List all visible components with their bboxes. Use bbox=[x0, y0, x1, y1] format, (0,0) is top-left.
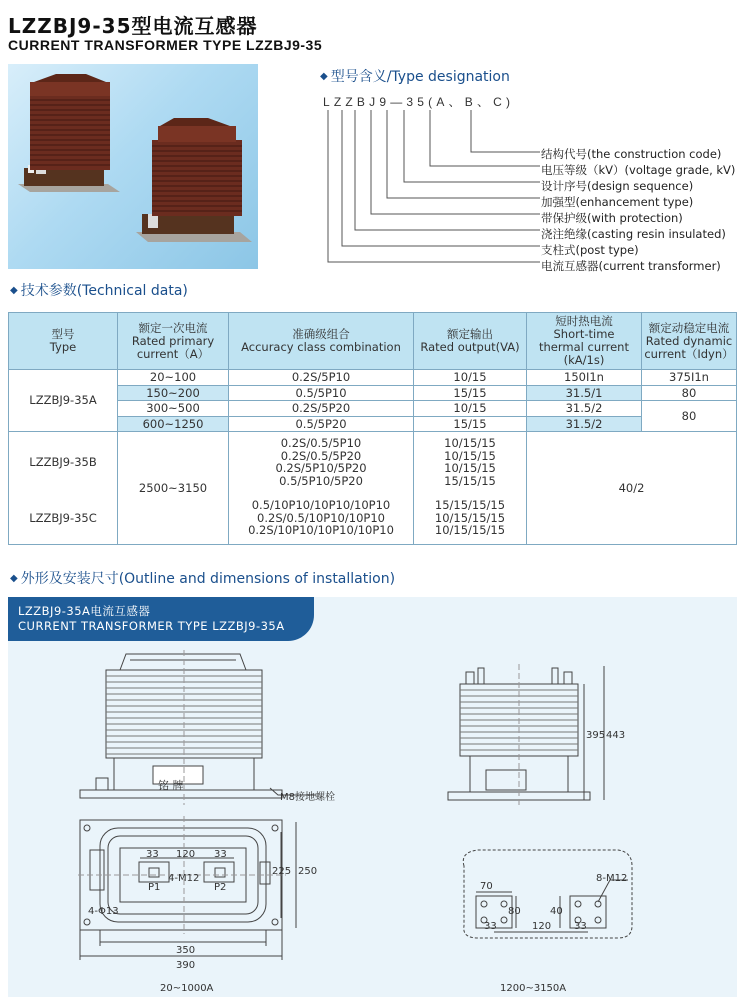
table-row bbox=[9, 432, 737, 493]
cell-current: 20~100 bbox=[118, 370, 229, 386]
cell-accuracy: 0.5/5P10 bbox=[229, 385, 414, 401]
cell-accuracy bbox=[229, 492, 414, 545]
dim-label: 4-Φ13 bbox=[88, 906, 119, 917]
dim-label: 443 bbox=[606, 730, 626, 741]
dim-label: 395 bbox=[586, 730, 606, 741]
front-view-left bbox=[80, 650, 316, 805]
outline-panel-title-cn: LZZBJ9-35A电流互感器 bbox=[18, 604, 151, 618]
cell-output bbox=[414, 492, 527, 545]
cell-output: 10/15 bbox=[414, 401, 527, 417]
accuracy-line: 0.2S/0.5/5P10 bbox=[280, 436, 362, 450]
cell-thermal: 150I1n bbox=[527, 370, 642, 386]
transformer-left bbox=[18, 74, 120, 192]
dim-label: 70 bbox=[480, 881, 493, 892]
accuracy-line: 0.5/10P10/10P10/10P10 bbox=[251, 498, 391, 513]
cell-accuracy bbox=[229, 432, 414, 493]
output-line: 10/15/15/15 bbox=[434, 523, 506, 538]
col-header-dynamic: 额定动稳定电流 Rated dynamic current（Idyn） bbox=[642, 313, 737, 370]
dim-label: 40 bbox=[550, 906, 563, 917]
cell-current: 300~500 bbox=[118, 401, 229, 417]
product-photo-drawing bbox=[8, 64, 258, 269]
cell-thermal-dynamic: 40/2 bbox=[527, 432, 737, 545]
cell-accuracy: 0.2S/5P10 bbox=[229, 370, 414, 386]
designation-item: 加强型(enhancement type) bbox=[541, 195, 694, 209]
accuracy-line: 0.2S/5P10/5P20 bbox=[275, 461, 367, 475]
cell-thermal: 31.5/1 bbox=[527, 385, 642, 401]
cell-dynamic: 80 bbox=[642, 385, 737, 401]
type-cell: LZZBJ9-35A bbox=[9, 370, 118, 432]
cell-dynamic: 375I1n bbox=[642, 370, 737, 386]
grounding-bolt-label: M8接地螺栓 bbox=[280, 792, 335, 803]
output-line: 10/15/15/15 bbox=[434, 510, 506, 525]
dim-label: 33 bbox=[574, 921, 587, 932]
cell-dynamic: 80 bbox=[642, 401, 737, 432]
cell-thermal: 31.5/2 bbox=[527, 401, 642, 417]
col-header-thermal: 短时热电流 Short-time thermal current (kA/1s) bbox=[527, 313, 642, 370]
front-view-right bbox=[448, 664, 604, 805]
dim-label: P1 bbox=[148, 882, 161, 893]
col-header-accuracy: 准确级组合 Accuracy class combination bbox=[229, 313, 414, 370]
table-row bbox=[9, 385, 737, 401]
cell-accuracy: 0.5/5P20 bbox=[229, 416, 414, 432]
output-line: 10/15/15 bbox=[444, 461, 496, 475]
accuracy-line: 0.5/5P10/5P20 bbox=[279, 473, 363, 488]
table-header-row bbox=[9, 313, 737, 370]
dim-label: 33 bbox=[484, 921, 497, 932]
technical-data-table bbox=[8, 312, 737, 545]
outline-panel-title-en: CURRENT TRANSFORMER TYPE LZZBJ9-35A bbox=[18, 619, 285, 633]
col-header-output: 额定输出 Rated output(VA) bbox=[414, 313, 527, 370]
output-line: 15/15/15/15 bbox=[434, 498, 506, 513]
product-photo bbox=[8, 64, 258, 269]
dim-label: 8-M12 bbox=[596, 873, 628, 884]
table-row bbox=[9, 401, 737, 417]
output-line: 15/15/15 bbox=[444, 473, 496, 488]
table-row bbox=[9, 416, 737, 432]
page-title-en: CURRENT TRANSFORMER TYPE LZZBJ9-35 bbox=[8, 37, 323, 53]
output-line: 10/15/15 bbox=[444, 448, 496, 463]
type-cell: LZZBJ9-35C bbox=[9, 492, 118, 545]
col-header-primary-current: 额定一次电流 Rated primary current（A） bbox=[118, 313, 229, 370]
cell-output: 15/15 bbox=[414, 385, 527, 401]
technical-data-heading: ◆ 技术参数(Technical data) bbox=[10, 283, 188, 299]
caption-right: 1200~3150A bbox=[500, 983, 567, 994]
cell-accuracy: 0.2S/5P20 bbox=[229, 401, 414, 417]
designation-item: 电流互感器(current transformer) bbox=[541, 259, 721, 273]
dim-label: 390 bbox=[176, 960, 196, 971]
output-line: 10/15/15 bbox=[444, 436, 496, 450]
col-header-type: 型号 Type bbox=[9, 313, 118, 370]
dim-label: 33 bbox=[214, 849, 227, 860]
cell-output: 15/15 bbox=[414, 416, 527, 432]
dim-label: 350 bbox=[176, 945, 196, 956]
page-title-cn: LZZBJ9-35型电流互感器 bbox=[8, 14, 258, 38]
accuracy-line: 0.2S/0.5/10P10/10P10 bbox=[257, 510, 385, 525]
type-cell: LZZBJ9-35B bbox=[9, 432, 118, 493]
plan-view-left bbox=[78, 816, 296, 960]
designation-leader-lines bbox=[320, 108, 542, 268]
table-row bbox=[9, 370, 737, 386]
cell-output bbox=[414, 432, 527, 493]
designation-item: 电压等级（kV）(voltage grade, kV) bbox=[541, 163, 736, 177]
outline-drawing bbox=[8, 640, 737, 997]
dim-label: 250 bbox=[298, 866, 318, 877]
designation-item: 设计序号(design sequence) bbox=[541, 179, 694, 193]
accuracy-line: 0.2S/10P10/10P10/10P10 bbox=[248, 523, 394, 538]
designation-item: 结构代号(the construction code) bbox=[541, 147, 722, 161]
designation-item: 带保护级(with protection) bbox=[541, 211, 683, 225]
cell-thermal: 31.5/2 bbox=[527, 416, 642, 432]
dim-label: 80 bbox=[508, 906, 521, 917]
cell-current: 150~200 bbox=[118, 385, 229, 401]
cell-current: 600~1250 bbox=[118, 416, 229, 432]
designation-code: LZZBJ9—35(A、B、C) bbox=[323, 95, 515, 109]
dim-label: 120 bbox=[532, 921, 552, 932]
caption-left: 20~1000A bbox=[160, 983, 214, 994]
dim-label: 4-M12 bbox=[168, 873, 200, 884]
dim-label: P2 bbox=[214, 882, 227, 893]
dim-label: 225 bbox=[272, 866, 292, 877]
nameplate-label: 铭 牌 bbox=[158, 779, 184, 792]
cell-output: 10/15 bbox=[414, 370, 527, 386]
dim-label: 33 bbox=[146, 849, 159, 860]
cell-current: 2500~3150 bbox=[118, 432, 229, 545]
dim-label: 120 bbox=[176, 849, 196, 860]
designation-item: 浇注绝缘(casting resin insulated) bbox=[541, 227, 726, 241]
type-designation-heading: ◆ 型号含义/Type designation bbox=[320, 69, 510, 85]
outline-heading: ◆ 外形及安装尺寸(Outline and dimensions of installation) bbox=[10, 571, 396, 587]
designation-item: 支柱式(post type) bbox=[541, 243, 639, 257]
accuracy-line: 0.2S/0.5/5P20 bbox=[280, 448, 362, 463]
transformer-right bbox=[136, 118, 252, 242]
